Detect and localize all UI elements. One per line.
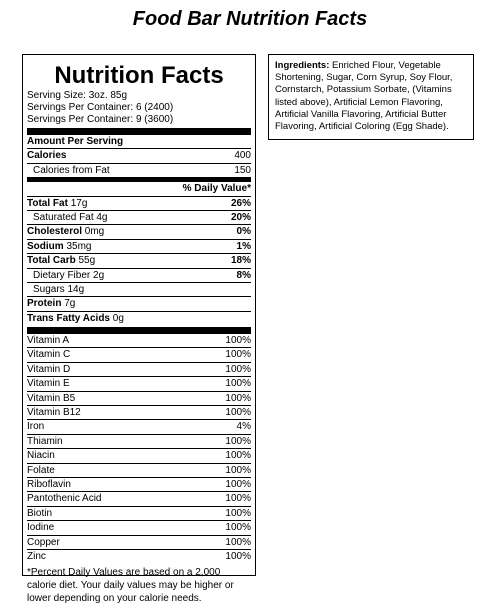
vitamin-name: Vitamin E	[27, 378, 70, 390]
vitamin-list	[27, 334, 251, 563]
vitamin-name: Folate	[27, 464, 55, 476]
vitamin-daily-value: 100%	[225, 450, 251, 462]
nutrient-row	[27, 269, 251, 283]
vitamin-name: Vitamin A	[27, 335, 70, 347]
nutrient-name: Sodium 35mg	[27, 240, 92, 252]
vitamin-row	[27, 550, 251, 563]
nutrition-facts-label	[22, 54, 256, 605]
calories-from-fat-label: Calories from Fat	[33, 164, 110, 176]
footnote: *Percent Daily Values are based on a 2,000 calorie diet. Your daily values may be higher or lower depending on your calorie needs.	[27, 567, 234, 605]
thick-divider	[27, 327, 251, 334]
vitamin-row	[27, 521, 251, 535]
vitamin-daily-value: 100%	[225, 349, 251, 361]
vitamin-name: Copper	[27, 536, 60, 548]
nutrient-row	[27, 283, 251, 297]
nutrient-row	[27, 211, 251, 225]
vitamin-name: Vitamin D	[27, 363, 71, 375]
vitamin-daily-value: 4%	[236, 421, 251, 433]
vitamin-row	[27, 406, 251, 420]
nutrient-row	[27, 254, 251, 268]
nutrient-daily-value: 8%	[236, 269, 251, 281]
vitamin-daily-value: 100%	[225, 435, 251, 447]
ingredients-label: Ingredients:	[275, 60, 330, 71]
nutrient-name: Sugars 14g	[33, 283, 85, 295]
vitamin-daily-value: 100%	[225, 407, 251, 419]
nutrient-daily-value: 18%	[230, 255, 251, 267]
calories-label: Calories	[27, 150, 67, 162]
ingredients-text: Enriched Flour, Vegetable Shortening, Sugar, Corn Syrup, Soy Flour, Cornstarch, Potassium Sorbate, (Vitamins listed above), Artificial Lemon Flavoring, Artificial Vanilla Flavoring, Artificial Butter Flavoring, Artificial Coloring (Egg Shade).	[275, 60, 453, 133]
servings-per-container-1: Servings Per Container: 6 (2400)	[27, 102, 174, 113]
calories-value: 400	[234, 150, 251, 162]
calories-from-fat-value: 150	[234, 164, 251, 176]
calories-row	[27, 149, 251, 163]
nutrient-row	[27, 312, 251, 325]
vitamin-row	[27, 420, 251, 434]
vitamin-row	[27, 492, 251, 506]
servings-per-container-2: Servings Per Container: 9 (3600)	[27, 114, 174, 125]
nutrient-row	[27, 297, 251, 311]
nutrient-row	[27, 197, 251, 211]
vitamin-row	[27, 449, 251, 463]
vitamin-name: Niacin	[27, 450, 55, 462]
vitamin-row	[27, 377, 251, 391]
ingredients-box	[268, 54, 474, 140]
vitamin-daily-value: 100%	[225, 507, 251, 519]
vitamin-daily-value: 100%	[225, 363, 251, 375]
nutrient-daily-value: 0%	[236, 226, 251, 238]
vitamin-row	[27, 334, 251, 348]
vitamin-name: Pantothenic Acid	[27, 493, 102, 505]
serving-size: Serving Size: 3oz. 85g	[27, 90, 128, 101]
nutrient-name: Saturated Fat 4g	[33, 211, 108, 223]
vitamin-row	[27, 363, 251, 377]
nutrition-facts-heading: Nutrition Facts	[54, 62, 224, 89]
amount-per-serving: Amount Per Serving	[27, 135, 251, 149]
vitamin-daily-value: 100%	[225, 478, 251, 490]
vitamin-daily-value: 100%	[225, 550, 251, 562]
nutrient-row	[27, 240, 251, 254]
vitamin-name: Riboflavin	[27, 478, 71, 490]
vitamin-row	[27, 536, 251, 550]
vitamin-daily-value: 100%	[225, 522, 251, 534]
nutrient-list	[27, 197, 251, 326]
vitamin-name: Iron	[27, 421, 45, 433]
vitamin-name: Thiamin	[27, 435, 63, 447]
nutrient-name: Total Carb 55g	[27, 255, 96, 267]
vitamin-daily-value: 100%	[225, 536, 251, 548]
nutrient-name: Cholesterol 0mg	[27, 226, 105, 238]
nutrient-daily-value: 26%	[230, 197, 251, 209]
vitamin-row	[27, 507, 251, 521]
nutrient-daily-value: 1%	[236, 240, 251, 252]
thick-divider	[27, 128, 251, 135]
nutrient-daily-value: 20%	[230, 211, 251, 223]
vitamin-row	[27, 348, 251, 362]
nutrient-name: Protein 7g	[27, 298, 76, 310]
nutrient-name: Trans Fatty Acids 0g	[27, 312, 124, 324]
vitamin-name: Biotin	[27, 507, 53, 519]
vitamin-name: Vitamin C	[27, 349, 71, 361]
nutrient-name: Dietary Fiber 2g	[33, 269, 105, 281]
nutrient-row	[27, 225, 251, 239]
vitamin-name: Zinc	[27, 550, 46, 562]
vitamin-row	[27, 478, 251, 492]
page-title: Food Bar Nutrition Facts	[132, 8, 368, 30]
vitamin-daily-value: 100%	[225, 335, 251, 347]
vitamin-daily-value: 100%	[225, 493, 251, 505]
vitamin-daily-value: 100%	[225, 392, 251, 404]
vitamin-row	[27, 435, 251, 449]
vitamin-row	[27, 392, 251, 406]
vitamin-row	[27, 464, 251, 478]
nutrient-name: Total Fat 17g	[27, 197, 88, 209]
daily-value-header: % Daily Value*	[27, 182, 251, 196]
vitamin-daily-value: 100%	[225, 464, 251, 476]
calories-from-fat-row	[27, 164, 251, 178]
vitamin-name: Iodine	[27, 522, 55, 534]
vitamin-daily-value: 100%	[225, 378, 251, 390]
vitamin-name: Vitamin B5	[27, 392, 76, 404]
vitamin-name: Vitamin B12	[27, 407, 81, 419]
